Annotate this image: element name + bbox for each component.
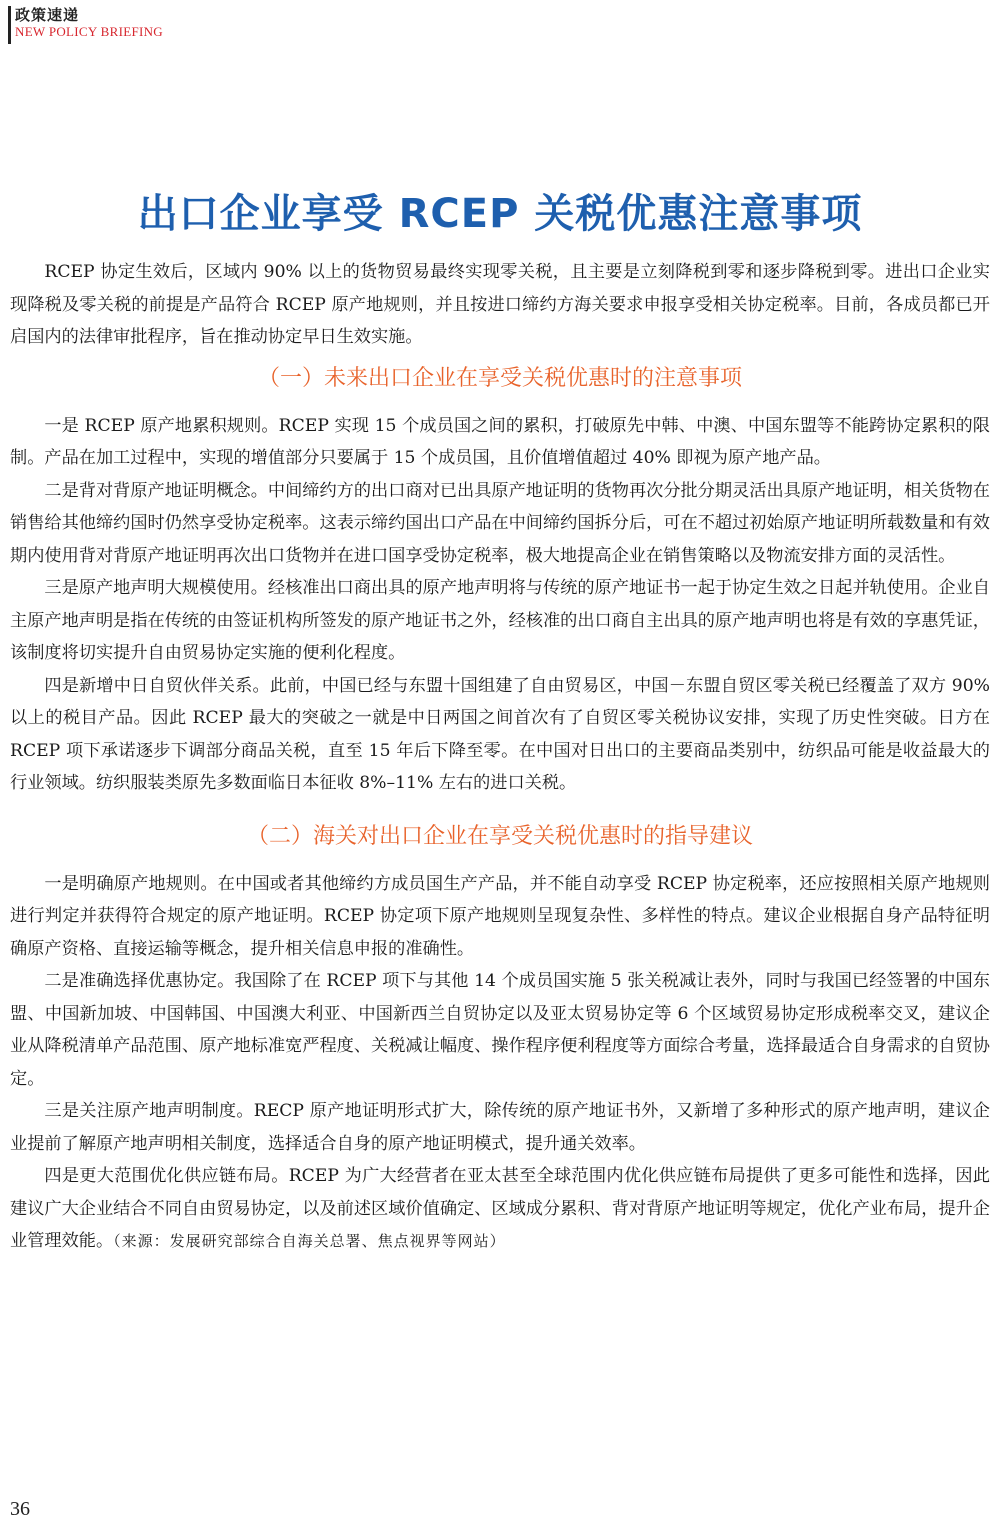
section-label-cn: 政策速递 bbox=[15, 6, 80, 24]
section-heading-2: （二）海关对出口企业在享受关税优惠时的指导建议 bbox=[246, 823, 753, 849]
paragraph: 三是原产地声明大规模使用。经核准出口商出具的原产地声明将与传统的原产地证书一起于协定生效之日起并轨使用。企业自主原产地声明是指在传统的由签证机构所签发的原产地证书之外，经核准的出口商自主出具的原产地声明也将是有效的享惠凭证，该制度将切实提升自由贸易协定实施的便利化程度。 bbox=[10, 578, 990, 663]
section-header bbox=[8, 6, 163, 44]
article-title: 出口企业享受 RCEP 关税优惠注意事项 bbox=[137, 191, 863, 237]
paragraph: 二是准确选择优惠协定。我国除了在 RCEP 项下与其他 14 个成员国实施 5 张关税减让表外，同时与我国已经签署的中国东盟、中国新加坡、中国韩国、中国澳大利亚、中国新西兰自贸协定以及亚太贸易协定等 6 个区域贸易协定形成税率交叉，建议企业从降税清单产品范围、原产地标准宽严程度、关税减让幅度、操作程序便利程度等方面综合考量，选择最适合自身需求的自贸协定。 bbox=[10, 971, 990, 1089]
paragraph: 二是背对背原产地证明概念。中间缔约方的出口商对已出具原产地证明的货物再次分批分期灵活出具原产地证明，相关货物在销售给其他缔约国时仍然享受协定税率。这表示缔约国出口产品在中间缔约国拆分后，可在不超过初始原产地证明所载数量和有效期内使用背对背原产地证明再次出口货物并在进口国享受协定税率，极大地提高企业在销售策略以及物流安排方面的灵活性。 bbox=[10, 480, 990, 566]
paragraph: 三是关注原产地声明制度。RECP 原产地证明形式扩大，除传统的原产地证书外，又新增了多种形式的原产地声明，建议企业提前了解原产地声明相关制度，选择适合自身的原产地证明模式，提升通关效率。 bbox=[10, 1101, 990, 1154]
paragraph: 四是新增中日自贸伙伴关系。此前，中国已经与东盟十国组建了自由贸易区，中国－东盟自贸区零关税已经覆盖了双方 90% 以上的税目产品。因此 RCEP 最大的突破之一就是中日两国之间首次有了自贸区零关税协议安排，实现了历史性突破。日方在 RCEP 项下承诺逐步下调部分商品关税，直至 15 年后下降至零。在中国对日出口的主要商品类别中，纺织品可能是收益最大的行业领域。纺织服装类原先多数面临日本征收 8%–11% 左右的进口关税。 bbox=[10, 675, 990, 793]
section-heading-1: （一）未来出口企业在享受关税优惠时的注意事项 bbox=[257, 365, 742, 391]
paragraph: 一是明确原产地规则。在中国或者其他缔约方成员国生产产品，并不能自动享受 RCEP 协定税率，还应按照相关原产地规则进行判定并获得符合规定的原产地证明。RCEP 协定项下原产地规则呈现复杂性、多样性的特点。建议企业根据自身产品特征明确原产资格、直接运输等概念，提升相关信息申报的准确性。 bbox=[10, 873, 990, 959]
last-paragraph bbox=[10, 1160, 990, 1258]
article-body bbox=[10, 256, 990, 1258]
paragraph: 一是 RCEP 原产地累积规则。RCEP 实现 15 个成员国之间的累积，打破原先中韩、中澳、中国东盟等不能跨协定累积的限制。产品在加工过程中，实现的增值部分只要属于 15 个成员国，且价值增值超过 40% 即视为原产地产品。 bbox=[10, 415, 990, 468]
page-number: 36 bbox=[10, 1498, 30, 1520]
source-note: （来源：发展研究部综合自海关总署、焦点视界等网站） bbox=[113, 1232, 506, 1250]
section-label-en: NEW POLICY BRIEFING bbox=[15, 24, 163, 39]
intro-paragraph: RCEP 协定生效后，区域内 90% 以上的货物贸易最终实现零关税，且主要是立刻降税到零和逐步降税到零。进出口企业实现降税及零关税的前提是产品符合 RCEP 原产地规则，并且按进口缔约方海关要求申报享受相关协定税率。目前，各成员都已开启国内的法律审批程序，旨在推动协定早日生效实施。 bbox=[10, 262, 990, 347]
paragraph-text: 四是更大范围优化供应链布局。RCEP 为广大经营者在亚太甚至全球范围内优化供应链布局提供了更多可能性和选择，因此建议广大企业结合不同自由贸易协定，以及前述区域价值确定、区域成分累积、背对背原产地证明等规定，优化产业布局，提升企业管理效能。 bbox=[10, 1166, 990, 1251]
